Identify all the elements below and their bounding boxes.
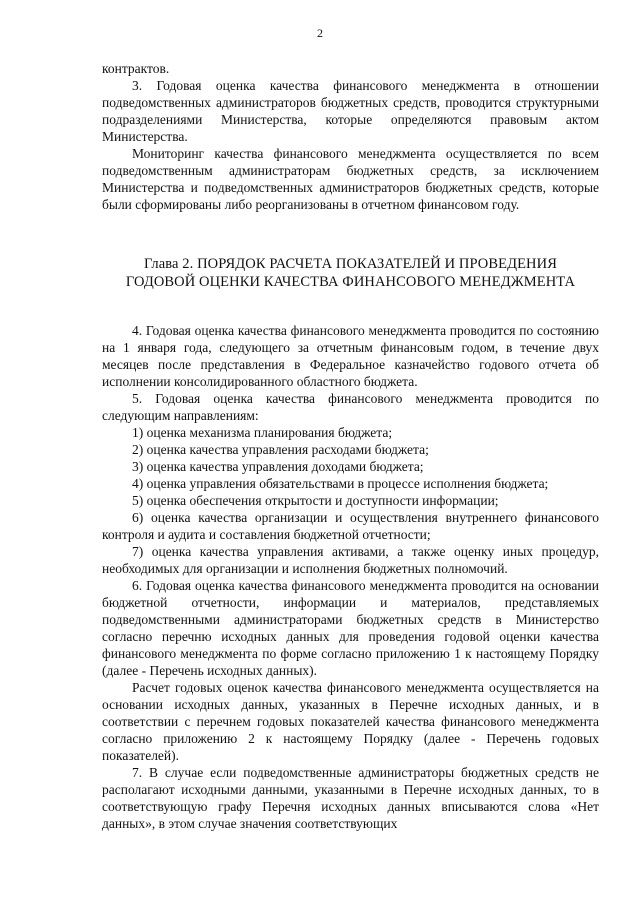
list-item-3: 3) оценка качества управления доходами бюджета;: [132, 459, 424, 474]
list-item-6: 6) оценка качества организации и осуществления внутреннего финансового контроля и аудита и составления бюджетной отчетности;: [102, 510, 599, 542]
paragraph-3: 3. Годовая оценка качества финансового менеджмента в отношении подведомственных администраторов бюджетных средств, проводится структурными подразделениями Министерства, которые определяются правовым актом Министерства.: [102, 78, 599, 144]
list-item-5: 5) оценка обеспечения открытости и доступности информации;: [132, 493, 499, 508]
list-item-7: 7) оценка качества управления активами, а также оценку иных процедур, необходимых для организации и исполнения бюджетных полномочий.: [102, 544, 599, 576]
paragraph-6-calculation: Расчет годовых оценок качества финансового менеджмента осуществляется на основании исходных данных, указанных в Перечне исходных данных, и в соответствии с перечнем годовых показателей качества финансового менеджмента согласно приложению 2 к настоящему Порядку (далее - Перечень годовых показателей).: [102, 680, 599, 763]
list-item-4: 4) оценка управления обязательствами в процессе исполнения бюджета;: [132, 476, 549, 491]
chapter-title: [102, 255, 599, 291]
paragraph-continuation: контрактов.: [102, 61, 170, 76]
chapter-title-line-2: ГОДОВОЙ ОЦЕНКИ КАЧЕСТВА ФИНАНСОВОГО МЕНЕДЖМЕНТА: [125, 274, 576, 290]
page-number: 2: [317, 26, 323, 40]
list-item-2: 2) оценка качества управления расходами бюджета;: [132, 442, 429, 457]
chapter-title-line-1: Глава 2. ПОРЯДОК РАСЧЕТА ПОКАЗАТЕЛЕЙ И ПРОВЕДЕНИЯ: [144, 256, 557, 272]
paragraph-4: 4. Годовая оценка качества финансового менеджмента проводится по состоянию на 1 января года, следующего за отчетным финансовым годом, в течение двух месяцев после представления в Федеральное казначейство годового отчета об исполнении консолидированного областного бюджета.: [102, 323, 599, 389]
document-body: [102, 60, 599, 832]
paragraph-7: 7. В случае если подведомственные администраторы бюджетных средств не располагают исходными данными, указанными в Перечне исходных данных, то в соответствующую графу Перечня исходных данных вписываются слова «Нет данных», в этом случае значения соответствующих: [102, 765, 599, 831]
list-item-1: 1) оценка механизма планирования бюджета;: [132, 425, 393, 440]
paragraph-5: 5. Годовая оценка качества финансового менеджмента проводится по следующим направлениям:: [102, 391, 599, 423]
paragraph-6: 6. Годовая оценка качества финансового менеджмента проводится на основании бюджетной отчетности, информации и материалов, представляемых подведомственными администраторами бюджетных средств в Министерство согласно перечню исходных данных для проведения годовой оценки качества финансового менеджмента по форме согласно приложению 1 к настоящему Порядку (далее - Перечень исходных данных).: [102, 578, 599, 678]
paragraph-monitoring: Мониторинг качества финансового менеджмента осуществляется по всем подведомственным администраторам бюджетных средств, за исключением Министерства и подведомственных администраторов бюджетных средств, которые были сформированы либо реорганизованы в отчетном финансовом году.: [102, 146, 599, 212]
